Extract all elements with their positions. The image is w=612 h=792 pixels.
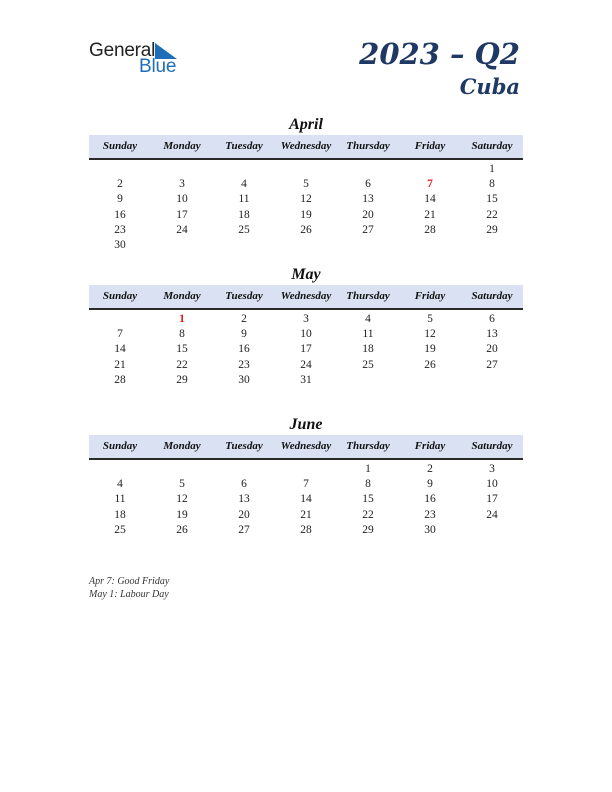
day-cell: 7: [303, 478, 309, 491]
page-title: [359, 36, 520, 102]
day-cell: 15: [176, 343, 188, 356]
month-calendar: [89, 115, 523, 253]
day-cell: 25: [362, 358, 374, 371]
weekday-label: Friday: [414, 140, 446, 152]
weekday-label: Friday: [414, 440, 446, 452]
week-row: [89, 162, 523, 177]
day-cell: [337, 373, 399, 388]
day-cell: [399, 238, 461, 253]
logo-word-blue: Blue: [139, 56, 177, 77]
week-row: [89, 177, 523, 192]
week-row: [89, 523, 523, 538]
day-cell: 19: [176, 508, 188, 521]
weekday-label: Tuesday: [225, 440, 263, 452]
weekday-header: [89, 435, 523, 460]
weekday-label: Thursday: [346, 140, 390, 152]
month-calendar: [89, 415, 523, 538]
weekday-label: Thursday: [346, 440, 390, 452]
day-cell: 29: [362, 523, 374, 536]
day-cell: 12: [424, 328, 436, 341]
day-cell: 20: [238, 508, 250, 521]
day-cell: 24: [300, 358, 312, 371]
week-row: [89, 358, 523, 373]
weekday-label: Thursday: [346, 290, 390, 302]
day-cell: 9: [427, 478, 433, 491]
weekday-label: Friday: [414, 290, 446, 302]
weekday-label: Saturday: [471, 290, 513, 302]
day-cell: [399, 162, 461, 177]
day-cell: 28: [300, 523, 312, 536]
month-name: June: [289, 416, 323, 433]
day-cell: 14: [300, 493, 312, 506]
week-row: [89, 373, 523, 388]
day-cell: 16: [114, 208, 126, 221]
day-cell: 16: [424, 493, 436, 506]
day-cell: [337, 162, 399, 177]
day-cell: 17: [486, 493, 498, 506]
day-cell: 27: [486, 358, 498, 371]
day-cell: 8: [365, 478, 371, 491]
weekday-label: Wednesday: [280, 140, 332, 152]
day-cell: 14: [114, 343, 126, 356]
day-cell: 18: [238, 208, 250, 221]
day-cell: 8: [179, 328, 185, 341]
day-cell: 7: [117, 328, 123, 341]
day-cell: [213, 162, 275, 177]
weekday-header: [89, 135, 523, 160]
day-cell: 25: [238, 223, 250, 236]
week-row: [89, 238, 523, 253]
day-cell: 11: [114, 493, 126, 506]
day-cell: 1: [179, 313, 185, 325]
day-cell: 5: [427, 313, 433, 325]
day-cell: 4: [117, 478, 123, 491]
weekday-label: Monday: [163, 140, 201, 152]
weekday-label: Wednesday: [280, 290, 332, 302]
day-cell: 23: [424, 508, 436, 521]
day-cell: 14: [424, 193, 436, 206]
holiday-note: Apr 7: Good Friday: [89, 576, 170, 587]
day-cell: 9: [117, 193, 123, 206]
weekday-label: Sunday: [102, 440, 138, 452]
day-cell: [275, 238, 337, 253]
day-cell: 30: [238, 373, 250, 386]
day-cell: 23: [238, 358, 250, 371]
week-row: [89, 208, 523, 223]
day-cell: 9: [241, 328, 247, 341]
day-cell: 5: [303, 178, 309, 191]
day-cell: 18: [114, 508, 126, 521]
day-cell: 27: [238, 523, 250, 536]
day-cell: 13: [486, 328, 498, 341]
day-cell: 3: [489, 463, 495, 475]
day-cell: 26: [300, 223, 312, 236]
day-cell: 28: [424, 223, 436, 236]
day-cell: [151, 462, 213, 477]
weekday-label: Saturday: [471, 440, 513, 452]
day-cell: 22: [362, 508, 374, 521]
day-cell: [461, 238, 523, 253]
day-cell: 21: [114, 358, 126, 371]
month-name: April: [289, 116, 323, 133]
country-title: Cuba: [459, 74, 520, 99]
day-cell: 11: [238, 193, 250, 206]
weekday-header: [89, 285, 523, 310]
week-row: [89, 223, 523, 238]
day-cell: 6: [241, 478, 247, 491]
day-cell: 10: [300, 328, 312, 341]
day-cell: [89, 162, 151, 177]
period-title: 2023 – Q2: [359, 37, 520, 71]
week-row: [89, 312, 523, 327]
day-cell: [89, 312, 151, 327]
day-cell: [275, 162, 337, 177]
day-cell: 1: [489, 163, 495, 175]
day-cell: 4: [365, 313, 371, 325]
week-row: [89, 342, 523, 357]
day-cell: 2: [427, 463, 433, 475]
day-cell: 29: [486, 223, 498, 236]
day-cell: 2: [241, 313, 247, 325]
day-cell: 15: [486, 193, 498, 206]
day-cell: 10: [176, 193, 188, 206]
day-cell: 1: [365, 463, 371, 475]
day-cell: 30: [424, 523, 436, 536]
logo-word-general: General: [89, 40, 156, 61]
day-cell: 3: [303, 313, 309, 325]
day-cell: 20: [362, 208, 374, 221]
day-cell: 20: [486, 343, 498, 356]
day-cell: [399, 373, 461, 388]
day-cell: 25: [114, 523, 126, 536]
day-cell: 13: [238, 493, 250, 506]
day-cell: 15: [362, 493, 374, 506]
day-cell: [213, 462, 275, 477]
day-cell: 5: [179, 478, 185, 491]
day-cell: 18: [362, 343, 374, 356]
weekday-label: Monday: [163, 440, 201, 452]
weekday-label: Monday: [163, 290, 201, 302]
day-cell: 6: [365, 178, 371, 191]
day-cell: 19: [424, 343, 436, 356]
day-cell: 24: [486, 508, 498, 521]
day-cell: 27: [362, 223, 374, 236]
day-cell: [151, 162, 213, 177]
logo: [89, 40, 189, 76]
day-cell: 21: [424, 208, 436, 221]
day-cell: 6: [489, 313, 495, 325]
day-cell: [337, 238, 399, 253]
weekday-label: Sunday: [102, 140, 138, 152]
weekday-label: Wednesday: [280, 440, 332, 452]
day-cell: [275, 462, 337, 477]
weekday-label: Sunday: [102, 290, 138, 302]
day-cell: 10: [486, 478, 498, 491]
day-cell: 8: [489, 178, 495, 191]
day-cell: 13: [362, 193, 374, 206]
weekday-label: Tuesday: [225, 140, 263, 152]
day-cell: 29: [176, 373, 188, 386]
weekday-label: Tuesday: [225, 290, 263, 302]
month-name: May: [291, 266, 321, 283]
day-cell: 7: [427, 178, 433, 191]
day-cell: 4: [241, 178, 247, 191]
week-row: [89, 492, 523, 507]
day-cell: 2: [117, 178, 123, 191]
day-cell: 22: [176, 358, 188, 371]
day-cell: 12: [176, 493, 188, 506]
day-cell: 24: [176, 223, 188, 236]
day-cell: [461, 523, 523, 538]
month-calendar: [89, 265, 523, 388]
day-cell: 26: [176, 523, 188, 536]
week-row: [89, 192, 523, 207]
holiday-note: May 1: Labour Day: [89, 589, 169, 600]
day-cell: 21: [300, 508, 312, 521]
day-cell: 30: [114, 238, 126, 251]
day-cell: 19: [300, 208, 312, 221]
weekday-label: Saturday: [471, 140, 513, 152]
week-row: [89, 462, 523, 477]
day-cell: 26: [424, 358, 436, 371]
week-row: [89, 327, 523, 342]
day-cell: [461, 373, 523, 388]
holiday-notes: [89, 575, 169, 601]
day-cell: 17: [300, 343, 312, 356]
day-cell: 28: [114, 373, 126, 386]
week-row: [89, 508, 523, 523]
day-cell: 23: [114, 223, 126, 236]
day-cell: 31: [300, 373, 312, 386]
day-cell: 12: [300, 193, 312, 206]
day-cell: 17: [176, 208, 188, 221]
day-cell: 11: [362, 328, 374, 341]
day-cell: 16: [238, 343, 250, 356]
day-cell: [89, 462, 151, 477]
day-cell: 22: [486, 208, 498, 221]
week-row: [89, 477, 523, 492]
day-cell: [213, 238, 275, 253]
day-cell: 3: [179, 178, 185, 191]
day-cell: [151, 238, 213, 253]
